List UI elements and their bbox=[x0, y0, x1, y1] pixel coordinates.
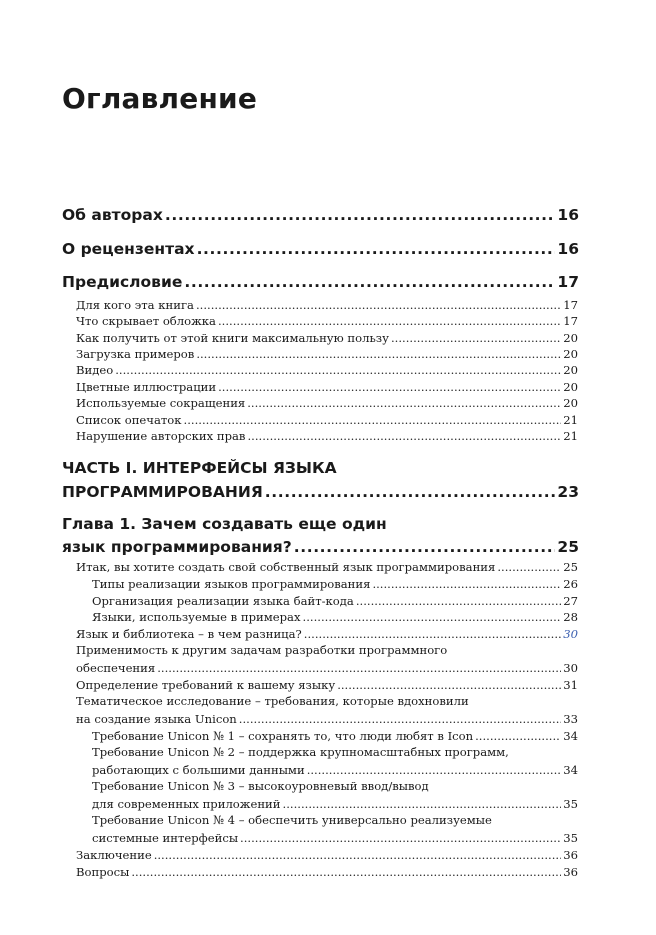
toc-entry-title: Загрузка примеров bbox=[76, 347, 195, 361]
toc-entry-title: Вопросы bbox=[76, 865, 130, 879]
toc-page-number: 34 bbox=[563, 729, 578, 743]
toc-entry-title: Определение требований к вашему языку bbox=[76, 678, 336, 692]
dot-leader bbox=[218, 313, 561, 329]
toc-entry-title: Видео bbox=[76, 363, 114, 377]
toc-subentry-line1[interactable]: Тематическое исследование – требования, которые вдохновили bbox=[76, 694, 469, 708]
toc-subentry[interactable] bbox=[76, 412, 578, 428]
toc-page-number: 25 bbox=[557, 538, 579, 556]
toc-entry-about-authors[interactable] bbox=[62, 206, 579, 224]
toc-entry-title: О рецензентах bbox=[62, 240, 195, 258]
dot-leader bbox=[391, 330, 561, 346]
dot-leader bbox=[247, 428, 561, 444]
toc-subentry[interactable] bbox=[76, 626, 578, 642]
toc-page-number: 20 bbox=[563, 331, 578, 345]
toc-subentry-line1[interactable]: Требование Unicon № 4 – обеспечить универсально реализуемые bbox=[92, 813, 492, 827]
dot-leader bbox=[197, 240, 556, 258]
toc-page-number: 25 bbox=[563, 560, 578, 574]
dot-leader bbox=[337, 677, 561, 693]
toc-page-number: 17 bbox=[563, 298, 578, 312]
dot-leader bbox=[218, 379, 561, 395]
dot-leader bbox=[247, 395, 561, 411]
toc-entry-title: для современных приложений bbox=[92, 797, 281, 811]
toc-subentry[interactable] bbox=[76, 847, 578, 863]
dot-leader bbox=[497, 559, 561, 575]
toc-page-number: 34 bbox=[563, 763, 578, 777]
dot-leader bbox=[307, 762, 562, 778]
toc-entry-about-reviewers[interactable] bbox=[62, 240, 579, 258]
toc-subentry[interactable] bbox=[92, 593, 578, 609]
toc-page-number: 33 bbox=[563, 712, 578, 726]
toc-page-number: 27 bbox=[563, 594, 578, 608]
toc-entry-title: Список опечаток bbox=[76, 413, 182, 427]
dot-leader bbox=[372, 576, 561, 592]
toc-entry-title: Итак, вы хотите создать свой собственный язык программирования bbox=[76, 560, 496, 574]
toc-page-number-link[interactable]: 30 bbox=[563, 627, 578, 641]
dot-leader bbox=[475, 728, 561, 744]
toc-subentry[interactable] bbox=[76, 330, 578, 346]
dot-leader bbox=[240, 830, 561, 846]
toc-subentry-line1[interactable]: Требование Unicon № 3 – высокоуровневый ввод/вывод bbox=[92, 779, 429, 793]
toc-subentry[interactable] bbox=[76, 313, 578, 329]
toc-entry-title: Заключение bbox=[76, 848, 152, 862]
toc-page-number: 35 bbox=[563, 831, 578, 845]
toc-page-number: 17 bbox=[563, 314, 578, 328]
dot-leader bbox=[157, 660, 561, 676]
toc-subentry[interactable] bbox=[76, 428, 578, 444]
toc-page-number: 16 bbox=[557, 206, 579, 224]
toc-page-number: 28 bbox=[563, 610, 578, 624]
toc-subentry[interactable] bbox=[76, 660, 578, 676]
toc-subentry[interactable] bbox=[76, 346, 578, 362]
toc-page-number: 23 bbox=[557, 483, 579, 501]
toc-subentry[interactable] bbox=[76, 711, 578, 727]
toc-entry-title: язык программирования? bbox=[62, 538, 292, 556]
toc-entry-title: ПРОГРАММИРОВАНИЯ bbox=[62, 483, 263, 501]
toc-page-number: 30 bbox=[563, 661, 578, 675]
toc-entry-title: Требование Unicon № 1 – сохранять то, что люди любят в Icon bbox=[92, 729, 474, 743]
dot-leader bbox=[303, 609, 562, 625]
toc-subentry-line1[interactable]: Применимость к другим задачам разработки программного bbox=[76, 643, 448, 657]
toc-page-number: 20 bbox=[563, 363, 578, 377]
toc-subentry[interactable] bbox=[76, 395, 578, 411]
toc-chapter-title-line1[interactable]: Глава 1. Зачем создавать еще один bbox=[62, 515, 387, 533]
toc-entry-preface[interactable] bbox=[62, 273, 579, 291]
toc-subentry-line1[interactable]: Требование Unicon № 2 – поддержка крупномасштабных программ, bbox=[92, 745, 509, 759]
toc-entry-title: системные интерфейсы bbox=[92, 831, 239, 845]
toc-entry-title: Как получить от этой книги максимальную пользу bbox=[76, 331, 389, 345]
dot-leader bbox=[196, 346, 561, 362]
dot-leader bbox=[265, 483, 556, 501]
toc-subentry[interactable] bbox=[76, 864, 578, 880]
toc-entry-title: работающих с большими данными bbox=[92, 763, 305, 777]
toc-page-number: 36 bbox=[563, 865, 578, 879]
dot-leader bbox=[294, 538, 556, 556]
dot-leader bbox=[154, 847, 562, 863]
dot-leader bbox=[131, 864, 561, 880]
toc-entry-title: Язык и библиотека – в чем разница? bbox=[76, 627, 302, 641]
toc-page-number: 36 bbox=[563, 848, 578, 862]
toc-entry-title: Нарушение авторских прав bbox=[76, 429, 246, 443]
toc-entry-title: Используемые сокращения bbox=[76, 396, 246, 410]
toc-entry-title: Типы реализации языков программирования bbox=[92, 577, 371, 591]
toc-page-number: 35 bbox=[563, 797, 578, 811]
toc-entry-title: Что скрывает обложка bbox=[76, 314, 216, 328]
toc-subentry[interactable] bbox=[76, 677, 578, 693]
dot-leader bbox=[304, 626, 561, 642]
dot-leader bbox=[165, 206, 556, 224]
toc-subentry[interactable] bbox=[92, 728, 578, 744]
dot-leader bbox=[196, 297, 561, 313]
toc-subentry[interactable] bbox=[76, 362, 578, 378]
toc-subentry[interactable] bbox=[92, 576, 578, 592]
toc-page-number: 20 bbox=[563, 380, 578, 394]
toc-page-number: 21 bbox=[563, 413, 578, 427]
toc-entry-title: Цветные иллюстрации bbox=[76, 380, 217, 394]
toc-page-number: 21 bbox=[563, 429, 578, 443]
toc-entry-title: Языки, используемые в примерах bbox=[92, 610, 301, 624]
dot-leader bbox=[184, 273, 555, 291]
toc-entry-title: Организация реализации языка байт-кода bbox=[92, 594, 354, 608]
toc-entry-title: на создание языка Unicon bbox=[76, 712, 237, 726]
toc-page-number: 20 bbox=[563, 347, 578, 361]
toc-subentry[interactable] bbox=[92, 796, 578, 812]
toc-page-number: 31 bbox=[563, 678, 578, 692]
toc-part-title-line1[interactable]: ЧАСТЬ I. ИНТЕРФЕЙСЫ ЯЗЫКА bbox=[62, 459, 337, 477]
toc-subentry[interactable] bbox=[76, 559, 578, 575]
dot-leader bbox=[283, 796, 562, 812]
dot-leader bbox=[239, 711, 561, 727]
toc-entry-part1[interactable] bbox=[62, 483, 579, 501]
toc-entry-title: обеспечения bbox=[76, 661, 156, 675]
toc-subentry[interactable] bbox=[92, 609, 578, 625]
toc-entry-title: Об авторах bbox=[62, 206, 163, 224]
page-title: Оглавление bbox=[62, 82, 258, 115]
toc-subentry[interactable] bbox=[92, 762, 578, 778]
toc-page-number: 17 bbox=[557, 273, 579, 291]
toc-page-number: 20 bbox=[563, 396, 578, 410]
dot-leader bbox=[184, 412, 562, 428]
dot-leader bbox=[115, 362, 561, 378]
toc-subentry[interactable] bbox=[92, 830, 578, 846]
dot-leader bbox=[356, 593, 561, 609]
toc-entry-chapter1[interactable] bbox=[62, 538, 579, 556]
toc-entry-title: Предисловие bbox=[62, 273, 183, 291]
toc-entry-title: Для кого эта книга bbox=[76, 298, 194, 312]
toc-subentry[interactable] bbox=[76, 297, 578, 313]
toc-page-number: 16 bbox=[557, 240, 579, 258]
toc-page-number: 26 bbox=[563, 577, 578, 591]
toc-subentry[interactable] bbox=[76, 379, 578, 395]
